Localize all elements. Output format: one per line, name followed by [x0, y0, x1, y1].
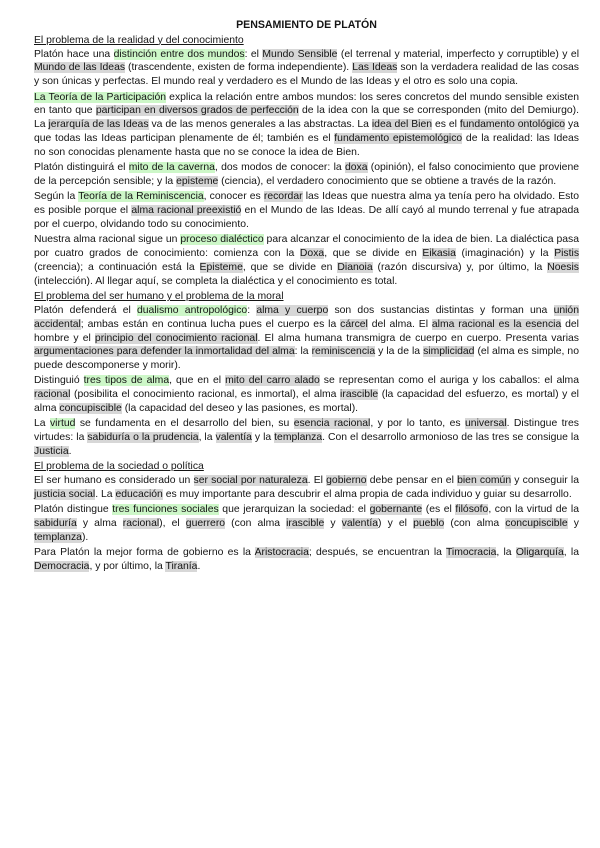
text-run: . El: [307, 475, 327, 487]
highlighted-term: valentía: [341, 518, 379, 530]
highlighted-term: guerrero: [185, 518, 226, 530]
text-run: .: [68, 446, 72, 458]
highlighted-term: Dianoia: [337, 261, 373, 273]
text-run: (opinión), el falso conocimiento que proviene de la percepción sensible; y la: [34, 162, 579, 187]
highlighted-term: Eikasia: [422, 248, 456, 260]
highlighted-term: racional: [34, 389, 71, 401]
highlighted-concept: tres tipos de alma: [83, 375, 170, 387]
highlighted-term: participan en diversos grados de perfección: [95, 105, 299, 117]
text-run: son la verdadera realidad de las cosas y son únicas y perfectas. El mundo real y verdadero es el Mundo de las Ideas y el otro es solo una copia.: [34, 62, 579, 88]
highlighted-term: Mundo de las Ideas: [34, 62, 126, 74]
highlighted-term: irascible: [340, 389, 379, 401]
text-run: y la: [251, 432, 275, 444]
highlighted-term: Pistis: [554, 248, 580, 260]
text-run: . El alma humana transmigra de cuerpo en cuerpo. Presenta varias: [257, 332, 579, 344]
section-heading-reality: El problema de la realidad y del conocimiento: [34, 34, 244, 46]
highlighted-term: pueblo: [413, 518, 445, 530]
text-run: del alma. El: [367, 318, 432, 330]
text-run: (razón discursiva) y, por último, la: [372, 261, 548, 273]
text-run: va de las menos generales a las abstractas. La: [148, 119, 372, 131]
highlighted-term: jerarquía de las Ideas: [48, 119, 149, 131]
text-run: (posibilita el conocimiento racional, es inmortal), el alma: [70, 389, 341, 401]
text-run: :: [247, 304, 257, 316]
highlighted-term: justicia social: [34, 489, 96, 501]
highlighted-term: simplicidad: [423, 346, 475, 358]
highlighted-term: fundamento ontológico: [459, 119, 566, 131]
highlighted-concept: tres funciones sociales: [112, 504, 219, 516]
paragraph: [34, 304, 579, 373]
highlighted-term: concupiscible: [59, 403, 122, 415]
text-run: El ser humano es considerado un: [34, 475, 194, 487]
paragraph: [34, 417, 579, 458]
highlighted-term: sabiduría: [34, 518, 77, 530]
text-run: para alcanzar el conocimiento de la idea de bien. La dialéctica pasa por cuatro grados de conocimiento: comienza con la: [34, 234, 580, 260]
highlighted-term: valentía: [215, 432, 252, 444]
highlighted-term: Episteme: [199, 261, 243, 273]
highlighted-term: Oligarquía: [515, 547, 564, 559]
section-heading-society: El problema de la sociedad o política: [34, 461, 204, 473]
text-run: las Ideas que nuestra alma ya tenía pero ha olvidado. Esto es posible porque el: [34, 191, 579, 217]
text-run: (con alma: [444, 518, 506, 530]
text-run: (intelección). Al llegar aquí, se completa la dialéctica y el conocimiento es total.: [34, 275, 398, 287]
text-run: , la: [496, 547, 516, 559]
text-run: . Con el desarrollo armonioso de las tres se consigue la: [322, 432, 579, 444]
highlighted-term: fundamento epistemológico: [334, 132, 463, 144]
text-run: . Distingue tres virtudes: la: [34, 418, 579, 444]
highlighted-term: ser social por naturaleza: [193, 475, 308, 487]
text-run: es el: [432, 119, 460, 131]
text-run: Platón defenderá el: [34, 304, 137, 316]
highlighted-term: sabiduría o la prudencia: [87, 432, 199, 444]
highlighted-term: alma racional es la esencia: [431, 318, 562, 330]
highlighted-term: Doxa: [299, 248, 325, 260]
highlighted-concept: virtud: [49, 418, 76, 430]
text-run: , y por último, la: [89, 561, 166, 573]
text-run: explica la relación entre ambos mundos: los seres concretos del mundo sensible existen en tanto que: [34, 91, 579, 117]
highlighted-concept: dualismo antropológico: [137, 304, 248, 316]
paragraph: [34, 190, 579, 231]
text-run: (con alma: [225, 518, 287, 530]
text-run: Platón distingue: [34, 504, 113, 516]
highlighted-term: reminiscencia: [311, 346, 376, 358]
text-run: , la: [563, 547, 579, 559]
text-run: (trascendente, existen de forma independiente).: [125, 62, 353, 74]
text-run: Distinguió: [34, 375, 84, 387]
text-run: de la idea con la que se corresponden (mito del Demiurgo). La: [34, 105, 579, 131]
highlighted-term: templanza: [34, 532, 82, 544]
highlighted-term: Justicia: [34, 446, 69, 458]
highlighted-term: doxa: [344, 162, 368, 174]
text-run: y conseguir la: [511, 475, 580, 487]
highlighted-concept: mito de la caverna: [128, 162, 215, 174]
highlighted-term: unión accidental: [34, 304, 579, 330]
paragraph: [34, 374, 579, 415]
paragraph: [34, 161, 579, 189]
text-run: en el Mundo de las Ideas. De allí cayó al mundo terrenal y fue atrapada por el cuerpo, olvidando todo su conocimiento.: [34, 205, 580, 230]
highlighted-term: concupiscible: [505, 518, 568, 530]
highlighted-term: irascible: [286, 518, 325, 530]
highlighted-term: alma racional preexistió: [131, 205, 242, 217]
text-run: y la de la: [375, 346, 424, 358]
highlighted-term: Timocracia: [445, 547, 497, 559]
highlighted-term: cárcel: [340, 318, 368, 330]
highlighted-term: principio del conocimiento racional: [94, 332, 258, 344]
text-run: ), el: [159, 518, 186, 530]
text-run: La: [34, 418, 50, 430]
highlighted-term: Mundo Sensible: [262, 48, 338, 60]
text-run: ; ambas están en continua lucha pues el cuerpo es la: [80, 318, 341, 330]
text-run: (imaginación) y la: [455, 248, 555, 260]
text-run: , la: [198, 432, 216, 444]
text-run: , con la virtud de la: [488, 504, 580, 516]
text-run: (la capacidad del esfuerzo, es mortal) y el alma: [34, 389, 579, 415]
highlighted-concept: Teoría de la Reminiscencia: [78, 191, 204, 203]
text-run: y: [567, 518, 579, 530]
text-run: y: [324, 518, 342, 530]
text-run: (el alma es simple, no puede descomponerse y morir).: [34, 346, 579, 372]
section-heading-human: El problema del ser humano y el problema de la moral: [34, 291, 284, 303]
text-run: : la: [294, 346, 312, 358]
text-run: del hombre y el: [34, 318, 579, 344]
text-run: se representan como el auriga y los caballos: el alma: [319, 375, 579, 387]
text-run: debe pensar en el: [366, 475, 458, 487]
highlighted-term: alma y cuerpo: [256, 304, 329, 316]
highlighted-term: gobernante: [369, 504, 423, 516]
text-run: y alma: [76, 518, 123, 530]
text-run: Según la: [34, 191, 79, 203]
highlighted-term: Democracia: [34, 561, 90, 573]
text-run: es muy importante para descubrir el alma propia de cada individuo y guiar su desarrollo.: [162, 489, 572, 501]
paragraph: [34, 91, 579, 160]
text-run: (el terrenal y material, imperfecto y corruptible) y el: [337, 48, 579, 60]
highlighted-term: gobierno: [326, 475, 367, 487]
text-run: ya que todas las Ideas participan plenamente de él; también es el: [34, 119, 579, 144]
highlighted-term: universal: [465, 418, 507, 430]
highlighted-concept: distinción entre dos mundos: [113, 48, 245, 60]
highlighted-term: Aristocracia: [254, 547, 309, 559]
text-run: , que se divide en: [242, 261, 338, 273]
text-run: (ciencia), el verdadero conocimiento que se obtiene a través de la razón.: [218, 175, 557, 187]
text-run: , conocer es: [203, 191, 264, 203]
paragraph: [34, 503, 579, 544]
highlighted-term: educación: [115, 489, 163, 501]
highlighted-term: recordar: [263, 191, 303, 203]
text-run: de la realidad: las Ideas no son conocidas plenamente hasta que no se conoce la idea de Bien.: [34, 132, 580, 158]
paragraph: [34, 233, 579, 288]
highlighted-term: mito del carro alado: [225, 375, 320, 387]
highlighted-term: templanza: [274, 432, 323, 444]
text-run: (la capacidad del deseo y las pasiones, es mortal).: [121, 403, 359, 415]
text-run: se fundamenta en el desarrollo del bien, su: [75, 418, 294, 430]
text-run: Platón hace una: [34, 48, 114, 60]
highlighted-term: filósofo: [455, 504, 489, 516]
text-run: : el: [244, 48, 263, 60]
text-run: Nuestra alma racional sigue un: [34, 234, 181, 246]
text-run: Para Platón la mejor forma de gobierno es la: [34, 547, 255, 559]
text-run: son dos sustancias distintas y forman una: [328, 304, 554, 316]
highlighted-concept: La Teoría de la Participación: [34, 91, 167, 103]
highlighted-term: Las Ideas: [352, 62, 398, 74]
document-page: [34, 19, 579, 576]
paragraph: [34, 48, 579, 89]
highlighted-concept: proceso dialéctico: [180, 234, 264, 246]
text-run: ; después, se encuentran la: [308, 547, 446, 559]
highlighted-term: Noesis: [547, 261, 579, 273]
highlighted-term: bien común: [457, 475, 512, 487]
highlighted-term: Tiranía: [165, 561, 198, 573]
highlighted-term: racional: [122, 518, 160, 530]
highlighted-term: argumentaciones para defender la inmortalidad del alma: [34, 346, 295, 358]
text-run: Platón distinguirá el: [34, 162, 129, 174]
text-run: (es el: [422, 504, 456, 516]
paragraph: [34, 474, 579, 502]
text-run: que jerarquizan la sociedad: el: [218, 504, 370, 516]
text-run: , dos modos de conocer: la: [214, 162, 345, 174]
highlighted-term: episteme: [176, 175, 219, 187]
text-run: , que en el: [169, 375, 226, 387]
document-title: PENSAMIENTO DE PLATÓN: [236, 19, 377, 31]
text-run: ) y el: [378, 518, 414, 530]
highlighted-term: esencia racional: [293, 418, 371, 430]
text-run: (creencia); a continuación está la: [34, 261, 200, 273]
paragraph: [34, 546, 579, 574]
text-run: ).: [81, 532, 89, 544]
highlighted-term: idea del Bien: [371, 119, 433, 131]
text-run: , que se divide en: [324, 248, 423, 260]
text-run: . La: [95, 489, 116, 501]
text-run: , y por lo tanto, es: [370, 418, 466, 430]
text-run: .: [197, 561, 201, 573]
